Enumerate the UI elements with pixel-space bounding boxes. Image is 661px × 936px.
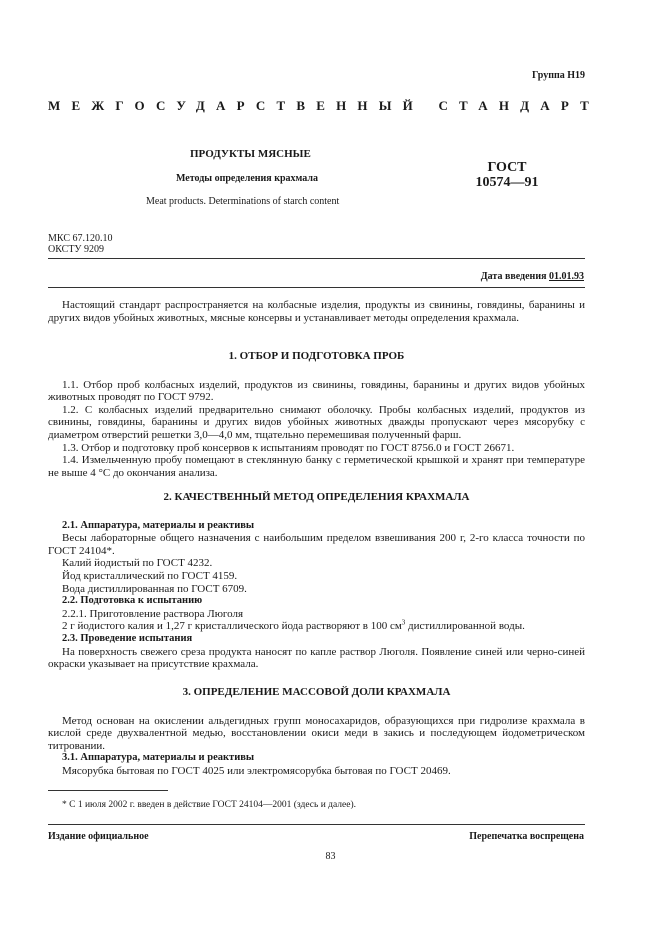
iodine-item: Йод кристаллический по ГОСТ 4159. [62, 569, 238, 582]
document-subtitle: Методы определения крахмала [176, 173, 318, 184]
subsection-2-1: 2.1. Аппаратура, материалы и реактивы [62, 519, 255, 531]
section-2-heading: 2. КАЧЕСТВЕННЫЙ МЕТОД ОПРЕДЕЛЕНИЯ КРАХМАЛА [163, 491, 470, 503]
date-value: 01.01.93 [549, 271, 584, 282]
paragraph-1-3: 1.3. Отбор и подготовку проб консервов к испытаниям проводят по ГОСТ 8756.0 и ГОСТ 26671. [62, 441, 515, 454]
gost-number: 10574—91 [475, 175, 539, 190]
subsection-3-1: 3.1. Аппаратура, материалы и реактивы [62, 752, 255, 764]
paragraph-1-1: 1.1. Отбор проб колбасных изделий, продуктов из свинины, говядины, баранины и других видов убойных животных проводят по ГОСТ 9792. [48, 378, 585, 404]
intro-block [48, 299, 585, 324]
paragraph-1-2: 1.2. С колбасных изделий предварительно снимают оболочку. Пробы колбасных изделий, продуктов из свинины, говядины, баранины и других видов убойных животных дважды пропускают через мясорубку с диаметром отверстий решетки 3,0—4,0 мм, тщательно перемешивая полученный фарш. [48, 403, 585, 441]
introduction-date [481, 271, 584, 282]
header-divider [48, 258, 585, 259]
mks-code: МКС 67.120.10 [48, 233, 113, 244]
footer-divider [48, 824, 585, 825]
section-1-heading: 1. ОТБОР И ПОДГОТОВКА ПРОБ [228, 350, 405, 362]
gost-label: ГОСТ [487, 160, 527, 175]
intro-paragraph: Настоящий стандарт распространяется на колбасные изделия, продукты из свинины, говядины, баранины и других видов убойных животных, мясные консервы и устанавливает методы определения крахмала. [48, 299, 585, 324]
scales-item: Весы лабораторные общего назначения с наибольшим пределом взвешивания 200 г, 2-го класса точности по ГОСТ 24104*. [48, 532, 585, 557]
section-1 [48, 350, 585, 479]
paragraph-1-4: 1.4. Измельченную пробу помещают в стеклянную банку с герметической крышкой и хранят при температуре не выше 4 °С до окончания анализа. [48, 454, 585, 479]
subsection-2-3: 2.3. Проведение испытания [62, 632, 193, 644]
section-3 [48, 686, 585, 778]
test-procedure: На поверхность свежего среза продукта наносят по капле раствор Люголя. Появление синей или черно-синей окраски указывает на присутствие крахмала. [48, 645, 585, 671]
potassium-iodide-item: Калий йодистый по ГОСТ 4232. [62, 557, 213, 570]
classification-codes [48, 233, 112, 255]
section-2 [48, 491, 585, 671]
okstu-code: ОКСТУ 9209 [48, 244, 105, 255]
document-title: ПРОДУКТЫ МЯСНЫЕ [190, 148, 311, 160]
interstate-standard-banner: МЕЖГОСУДАРСТВЕННЫЙ СТАНДАРТ [48, 98, 601, 113]
subsection-2-2-1: 2.2.1. Приготовление раствора Люголя [62, 607, 244, 620]
document-title-english: Meat products. Determinations of starch content [146, 196, 340, 207]
official-edition-label: Издание официальное [48, 831, 149, 842]
method-description: Метод основан на окислении альдегидных групп моносахаридов, образующихся при гидролизе крахмала в кислой среде двухвалентной медью, восстановлении окиси меди в закись и последующем йодометрическом титровании. [48, 714, 585, 752]
reprint-prohibited-label: Перепечатка воспрещена [469, 831, 584, 842]
footnote-divider [48, 790, 168, 791]
page-number: 83 [325, 851, 336, 862]
section-3-heading: 3. ОПРЕДЕЛЕНИЕ МАССОВОЙ ДОЛИ КРАХМАЛА [182, 686, 451, 698]
lugol-preparation: 2 г йодистого калия и 1,27 г кристаллического йода растворяют в 100 $см^3$ дистиллированной воды. [62, 618, 525, 633]
gost-designation [472, 160, 542, 190]
footnote: * С 1 июля 2002 г. введен в действие ГОСТ 24104—2001 (здесь и далее). [62, 800, 357, 810]
date-label: Дата введения [480, 271, 547, 282]
water-item: Вода дистиллированная по ГОСТ 6709. [62, 582, 247, 595]
group-code: Группа Н19 [532, 70, 585, 81]
subsection-2-2: 2.2. Подготовка к испытанию [62, 595, 203, 607]
date-divider [48, 287, 585, 288]
meat-grinder-item: Мясорубка бытовая по ГОСТ 4025 или электромясорубка бытовая по ГОСТ 20469. [62, 764, 451, 777]
